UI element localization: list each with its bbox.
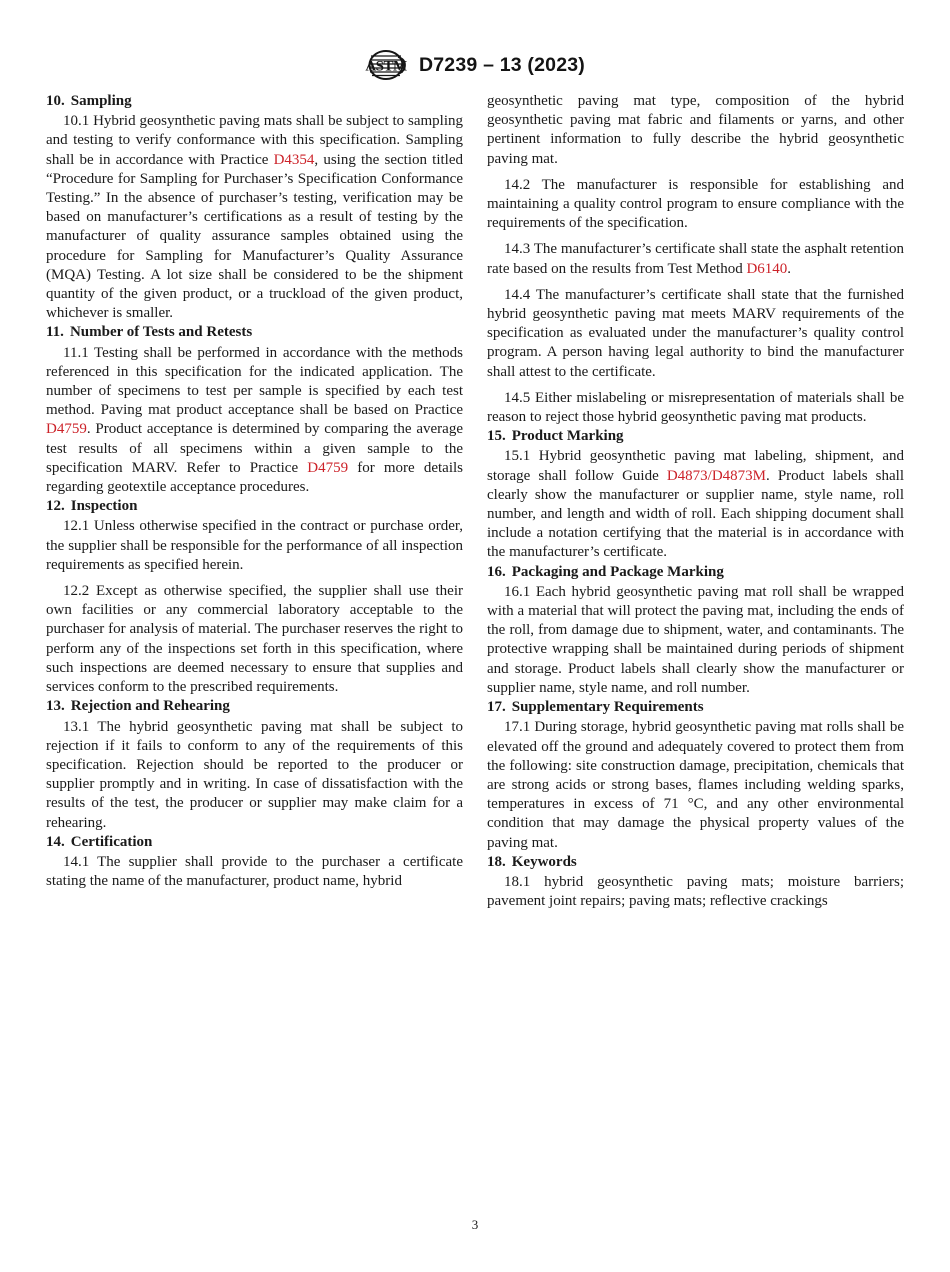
paragraph-14-3-text-b: . — [787, 260, 792, 277]
section-heading-11 — [46, 323, 463, 342]
section-heading-12 — [46, 497, 463, 516]
section-heading-16 — [487, 563, 904, 582]
paragraph-11-1-text-c: for more details regarding geotextile acceptance procedures. — [46, 459, 463, 496]
astm-logo-icon — [365, 50, 409, 80]
section-heading-18 — [487, 853, 904, 872]
section-title-11: Number of Tests and Retests — [69, 324, 253, 341]
paragraph-12-2: 12.2 Except as otherwise specified, the supplier shall use their own facilities or any commercial laboratory acceptable to the purchaser for analysis of material. The purchaser reserves the right to perform any of the inspections set forth in this specification, where such inspections are deemed necessary to ensure that supplies and services conform to the prescribed requirements. — [46, 583, 463, 696]
section-number-16: 16. — [487, 563, 506, 580]
section-number-10: 10. — [46, 93, 65, 109]
paragraph-11-1 — [46, 344, 463, 498]
reference-link-d4759-first[interactable]: D4759 — [46, 421, 87, 438]
paragraph-11-1-text-a: 11.1 Testing shall be performed in accordance with the methods referenced in this specification for the indicated application. The number of specimens to test per sample is specified by each test method. Paving mat product acceptance shall be based on Practice — [46, 344, 463, 419]
paragraph-10-1-text-a: 10.1 Hybrid geosynthetic paving mats shall be subject to sampling and testing to verify conformance with this specification. Sampling shall be in accordance with Practice — [46, 113, 463, 168]
section-heading-10 — [46, 92, 463, 111]
paragraph-14-1-continued: geosynthetic paving mat type, composition of the hybrid geosynthetic paving mat fabric and filaments or yarns, and other pertinent information to fully describe the hybrid geosynthetic paving mat. — [487, 93, 904, 167]
section-number-14: 14. — [46, 833, 65, 850]
left-column — [46, 92, 463, 911]
section-number-15: 15. — [487, 428, 506, 445]
section-title-17: Supplementary Requirements — [511, 699, 704, 716]
page-number: 3 — [471, 1217, 479, 1232]
section-title-16: Packaging and Package Marking — [511, 563, 724, 580]
reference-link-d4759-second[interactable]: D4759 — [307, 459, 349, 476]
reference-link-d6140[interactable]: D6140 — [746, 260, 788, 277]
paragraph-13-1: 13.1 The hybrid geosynthetic paving mat shall be subject to rejection if it fails to conform to any of the requirements of this specification. Rejection should be reported to the producer or supplier promptly and in writing. In case of dissatisfaction with the results of the test, the producer or supplier may make claim for a rehearing. — [46, 718, 463, 831]
section-title-13: Rejection and Rehearing — [70, 698, 230, 715]
paragraph-14-4: 14.4 The manufacturer’s certificate shall state that the furnished hybrid geosynthetic paving mat meets MARV requirements of the specification as evaluated under the manufacturer’s quality control program. A person having legal authority to bind the manufacturer shall attest to the certificate. — [487, 286, 904, 380]
section-title-15: Product Marking — [511, 428, 624, 445]
section-heading-14 — [46, 833, 463, 852]
paragraph-18-1: 18.1 hybrid geosynthetic paving mats; moisture barriers; pavement joint repairs; paving mats; reflective crackings — [487, 873, 904, 910]
standard-designation: D7239 – 13 (2023) — [418, 53, 586, 76]
paragraph-15-1-text-a: 15.1 Hybrid geosynthetic paving mat labeling, shipment, and storage shall follow Guide — [487, 448, 904, 484]
paragraph-14-5: 14.5 Either mislabeling or misrepresentation of materials shall be reason to reject those hybrid geosynthetic paving mat products. — [487, 389, 904, 426]
reference-link-d4873[interactable]: D4873/D4873M — [666, 467, 766, 484]
section-heading-13 — [46, 697, 463, 716]
paragraph-17-1: 17.1 During storage, hybrid geosynthetic paving mat rolls shall be elevated off the ground and adequately covered to protect them from the following: site construction damage, precipitation, chemicals that are strong acids or strong bases, flames including welding sparks, temperatures in excess of 71 °C, and any other environmental condition that may damage the physical property values of the paving mat. — [487, 719, 904, 851]
svg-text:ASTM: ASTM — [365, 58, 407, 75]
section-title-12: Inspection — [70, 498, 138, 515]
section-number-12: 12. — [46, 498, 65, 515]
paragraph-16-1: 16.1 Each hybrid geosynthetic paving mat roll shall be wrapped with a material that will protect the paving mat, including the ends of the roll, from damage due to shipment, water, and contaminants. The protective wrapping shall be maintained during periods of shipment and storage. Product labels shall clearly show the manufacturer or supplier name, style name, and roll number. — [487, 583, 904, 696]
page-header — [0, 50, 950, 80]
paragraph-10-1-text-b: , using the section titled “Procedure for Sampling for Purchaser’s Specification Conformance Testing.” In the absence of purchaser’s testing, verification may be based on manufacturer’s certifications as a result of testing by the manufacturer of quality assurance samples obtained using the procedure for Sampling for Manufacturer’s Quality Assurance (MQA) Testing. A lot size shall be considered to be the shipment quantity of the given product, or a truckload of the given product, whichever is smaller. — [46, 151, 463, 322]
section-number-13: 13. — [46, 698, 65, 715]
paragraph-14-1-start: 14.1 The supplier shall provide to the purchaser a certificate stating the name of the manufacturer, product name, hybrid — [46, 853, 463, 890]
section-number-17: 17. — [487, 699, 506, 716]
section-heading-15 — [487, 427, 904, 446]
section-title-18: Keywords — [511, 853, 577, 870]
section-title-10: Sampling — [70, 93, 132, 109]
body-columns — [46, 92, 904, 911]
section-heading-17 — [487, 698, 904, 717]
reference-link-d4354[interactable]: D4354 — [273, 151, 315, 168]
paragraph-14-3 — [487, 240, 904, 278]
paragraph-15-1-text-b: . Product labels shall clearly show the manufacturer or supplier name, style name, roll number, and length and width of roll. Each shipping document shall include a notation certifying that the material is in accordance with the manufacturer’s certificate. — [487, 467, 904, 561]
paragraph-11-1-text-b: . Product acceptance is determined by comparing the average test results of all specimens within a given sample to the specification MARV. Refer to Practice — [46, 421, 463, 476]
section-number-18: 18. — [487, 853, 506, 870]
section-number-11: 11. — [46, 324, 64, 341]
right-column — [487, 92, 904, 911]
paragraph-12-1: 12.1 Unless otherwise specified in the contract or purchase order, the supplier shall be responsible for the performance of all inspection requirements as specified herein. — [46, 518, 463, 573]
paragraph-15-1 — [487, 447, 904, 562]
paragraph-14-3-text-a: 14.3 The manufacturer’s certificate shall state the asphalt retention rate based on the results from Test Method — [487, 241, 904, 277]
section-title-14: Certification — [70, 833, 153, 850]
paragraph-10-1 — [46, 112, 463, 323]
paragraph-14-2: 14.2 The manufacturer is responsible for establishing and maintaining a quality control program to ensure compliance with the requirements of the specification. — [487, 176, 904, 232]
